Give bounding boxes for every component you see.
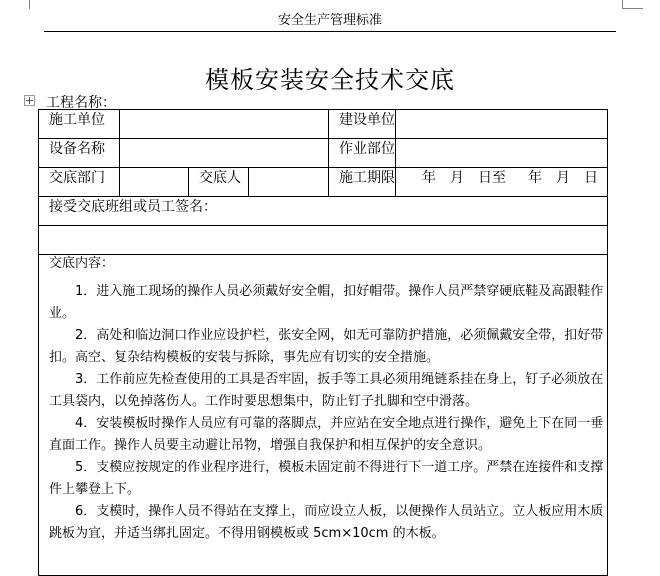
handover-content-cell <box>39 255 608 576</box>
header-rule <box>44 31 616 32</box>
builder-unit-value[interactable] <box>396 110 608 139</box>
date-month-1: 月 <box>450 170 465 186</box>
table-row <box>39 226 608 255</box>
clause-3: 3．工作前应先检查使用的工具是否牢固，扳手等工具必须用绳链系挂在身上，钉子必须放在工具袋内，以免掉落伤人。工作时要思想集中，防止钉子扎脚和空中滑落。 <box>49 372 604 409</box>
date-day-2: 日 <box>584 170 599 186</box>
handover-form-table <box>38 109 608 576</box>
date-month-2: 月 <box>556 170 571 186</box>
date-year-2: 年 <box>528 170 543 186</box>
handover-dept-value[interactable] <box>120 168 189 197</box>
date-year-1: 年 <box>422 170 437 186</box>
clause-6: 6．支模时，操作人员不得站在支撑上，而应设立人板，以便操作人员站立。立人板应用木质跳板为宜，并适当绑扎固定。不得用钢模板或 5cm×10cm 的木板。 <box>49 504 604 541</box>
table-row <box>39 255 608 576</box>
page-header: 安全生产管理标准 <box>277 13 382 28</box>
clause-5: 5．支模应按规定的作业程序进行，模板未固定前不得进行下一道工序。严禁在连接件和支撑件上攀登上下。 <box>49 460 604 497</box>
clause-2: 2．高处和临边洞口作业应设护栏，张安全网，如无可靠防护措施，必须佩戴安全带，扣好带扣。高空、复杂结构模板的安装与拆除，事先应有切实的安全措施。 <box>49 328 604 365</box>
handover-dept-label: 交底部门 <box>39 168 120 197</box>
table-row <box>39 139 608 168</box>
document-title: 模板安装安全技术交底 <box>205 66 455 94</box>
clause-1: 1．进入施工现场的操作人员必须戴好安全帽，扣好帽带。操作人员严禁穿硬底鞋及高跟鞋作业。 <box>49 284 604 321</box>
table-row <box>39 197 608 226</box>
signature-label: 接受交底班组或员工签名： <box>39 197 608 226</box>
builder-unit-label: 建设单位 <box>329 110 396 139</box>
equipment-name-label: 设备名称 <box>39 139 120 168</box>
equipment-name-value[interactable] <box>120 139 329 168</box>
project-name-label: 工程名称： <box>46 95 116 111</box>
table-row <box>39 168 608 197</box>
construction-unit-value[interactable] <box>120 110 329 139</box>
work-location-value[interactable] <box>396 139 608 168</box>
construction-unit-label: 施工单位 <box>39 110 120 139</box>
date-day-to: 日至 <box>478 170 507 186</box>
work-location-label: 作业部位 <box>329 139 396 168</box>
construction-period-label: 施工期限 <box>329 168 396 197</box>
crop-mark-left <box>29 0 30 9</box>
handover-person-label: 交底人 <box>189 168 249 197</box>
clause-4: 4．安装模板时操作人员应有可靠的落脚点，并应站在安全地点进行操作，避免上下在同一垂直面工作。操作人员要主动避让吊物，增强自我保护和相互保护的安全意识。 <box>49 416 604 453</box>
handover-person-value[interactable] <box>249 168 329 197</box>
construction-period-value[interactable] <box>396 168 608 197</box>
table-move-handle-icon[interactable] <box>24 95 35 106</box>
table-row <box>39 110 608 139</box>
signature-field[interactable] <box>39 226 608 255</box>
content-title: 交底内容： <box>49 256 115 271</box>
